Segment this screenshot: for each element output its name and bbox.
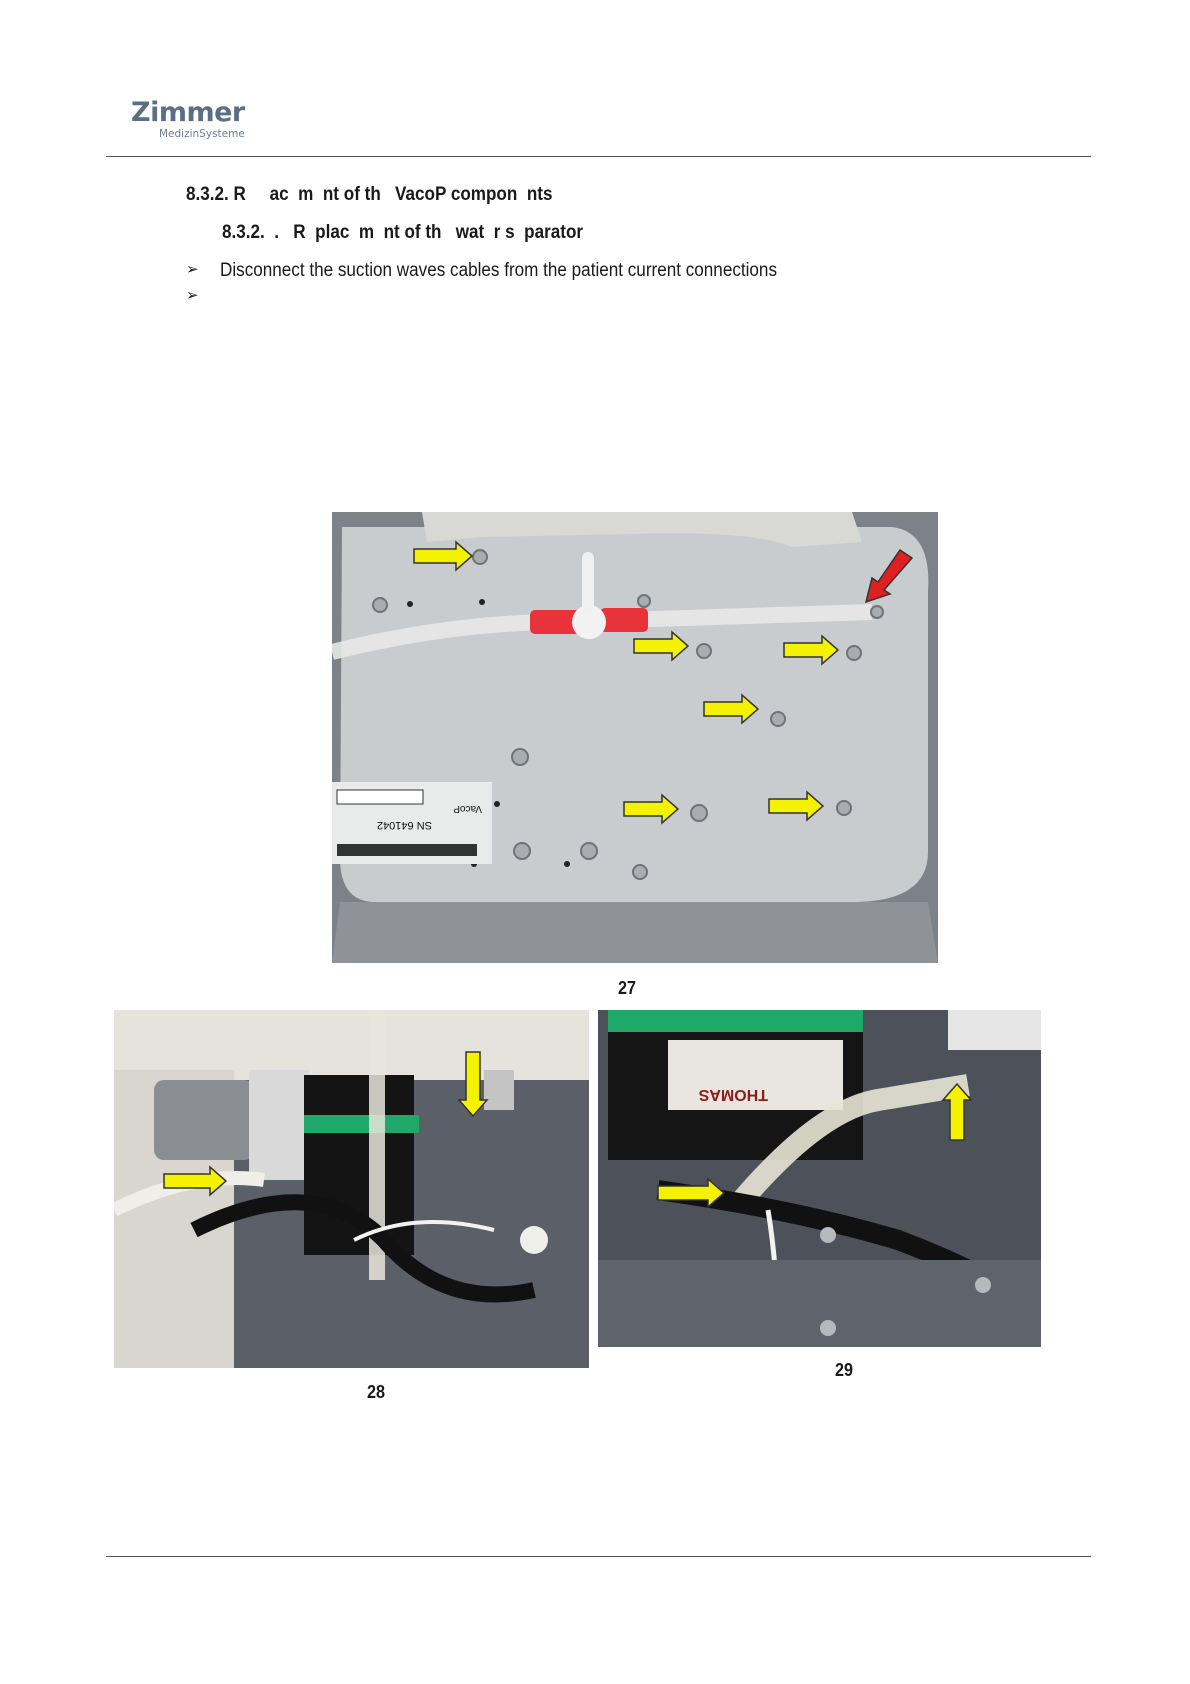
logo-subtitle: MedizinSysteme [159, 128, 245, 140]
header-divider [106, 156, 1091, 157]
instruction-text-1: Disconnect the suction waves cables from the patient current connections [220, 260, 778, 281]
figure-28-caption: 28 [367, 1382, 386, 1402]
figure-29-photo [598, 1010, 1041, 1347]
subsection-heading: 8.3.2. . R plac m nt of th wat r s parator [222, 222, 584, 243]
zimmer-logo [131, 98, 261, 144]
instruction-step-2 [186, 286, 220, 304]
label-serial-number: SN 641042 [376, 819, 432, 831]
instruction-step-1 [186, 260, 839, 282]
arrowhead-bullet-icon: ➢ [186, 260, 199, 278]
figure-28-photo [114, 1010, 589, 1368]
section-heading: 8.3.2. R ac m nt of th VacoP compon nts [186, 184, 553, 205]
arrowhead-bullet-icon: ➢ [186, 286, 199, 304]
footer-divider [106, 1556, 1091, 1557]
figure-27-photo [332, 512, 938, 963]
logo-name: Zimmer [131, 97, 245, 128]
figure-27-caption: 27 [618, 978, 637, 998]
figure-29-caption: 29 [835, 1360, 854, 1380]
label-brand: VacoP [453, 803, 482, 814]
label-thomas: THOMAS [698, 1086, 768, 1103]
